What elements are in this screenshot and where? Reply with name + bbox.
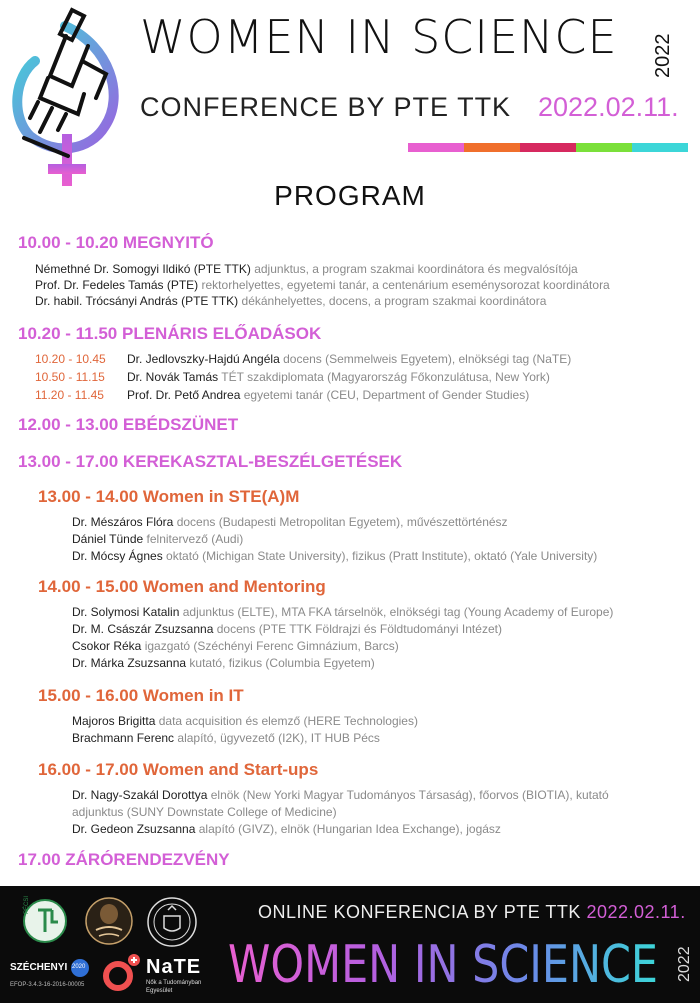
program-title: PROGRAM: [274, 180, 426, 211]
conference-subtitle: CONFERENCE BY PTE TTK: [140, 92, 512, 122]
nate-logo-icon: [102, 952, 142, 992]
panelist-line: Dr. M. Császár Zsuzsanna docens (PTE TTK Földrajzi és Földtudományi Intézet): [72, 622, 502, 636]
nate-sub2: Egyesület: [146, 988, 173, 994]
section-heading-roundtables: 13.00 - 17.00 KEREKASZTAL-BESZÉLGETÉSEK: [18, 452, 403, 471]
panelist-line: Dr. Mészáros Flóra docens (Budapesti Metropolitan Egyetem), művészettörténész: [72, 515, 508, 529]
rainbow-segment: [464, 143, 520, 152]
multbol-jovo-logo-icon: [84, 896, 134, 946]
panelist-line: Brachmann Ferenc alapító, ügyvezető (I2K), IT HUB Pécs: [72, 731, 380, 745]
footer-title: WOMEN IN SCIENCE: [228, 935, 658, 995]
footer-title-gradient: [226, 926, 666, 996]
panelist-line-continued: adjunktus (SUNY Downstate College of Medicine): [72, 805, 337, 819]
efop-code: EFOP-3.4.3-16-2016-00005: [10, 982, 85, 988]
section-heading-plenary: 10.20 - 11.50 PLENÁRIS ELŐADÁSOK: [18, 324, 322, 343]
plenary-line: 11.20 - 11.45 Prof. Dr. Pető Andrea egyetemi tanár (CEU, Department of Gender Studies): [35, 388, 530, 402]
footer-year: 2022: [676, 946, 693, 982]
title-year: 2022: [652, 33, 674, 78]
section-heading-closing: 17.00 ZÁRÓRENDEZVÉNY: [18, 850, 230, 869]
rainbow-segment: [408, 143, 464, 152]
plenary-line: 10.50 - 11.15 Dr. Novák Tamás TÉT szakdiplomata (Magyarország Főkonzulátusa, New York): [35, 370, 550, 384]
conference-date: 2022.02.11.: [538, 92, 679, 122]
header: [0, 0, 700, 180]
rainbow-bar: [408, 143, 688, 152]
footer: [0, 886, 700, 1003]
speaker-line: Dr. habil. Trócsányi András (PTE TTK) dékánhelyettes, docens, a program szakmai koordinátora: [35, 294, 547, 308]
rainbow-segment: [632, 143, 688, 152]
speaker-line: Prof. Dr. Fedeles Tamás (PTE) rektorhelyettes, egyetemi tanár, a centenárium eseménysorozat koordinátora: [35, 278, 610, 292]
roundtable-heading-it: 15.00 - 16.00 Women in IT: [38, 686, 244, 705]
rainbow-segment: [576, 143, 632, 152]
roundtable-heading-mentoring: 14.00 - 15.00 Women and Mentoring: [38, 577, 326, 596]
conference-title: WOMEN IN SCIENCE: [140, 10, 618, 64]
roundtable-heading-startups: 16.00 - 17.00 Women and Start-ups: [38, 760, 319, 779]
nate-sub1: Nők a Tudományban: [146, 980, 202, 986]
panelist-line: Csokor Réka igazgató (Széchényi Ferenc Gimnázium, Barcs): [72, 639, 399, 653]
section-heading-opening: 10.00 - 10.20 MEGNYITÓ: [18, 233, 214, 252]
microscope-venus-logo-icon: [10, 6, 130, 192]
roundtable-heading-steam: 13.00 - 14.00 Women in STE(A)M: [38, 487, 300, 506]
pecsi-label: PÉCSI: [24, 895, 30, 914]
online-conference-line: ONLINE KONFERENCIA BY PTE TTK 2022.02.11.: [258, 902, 686, 922]
nate-label: NaTE: [146, 956, 202, 978]
panelist-line: Dr. Solymosi Katalin adjunktus (ELTE), MTA FKA társelnök, elnökségi tag (Young Academy of Europe): [72, 605, 614, 619]
panelist-line: Dr. Mócsy Ágnes oktató (Michigan State University), fizikus (Pratt Institute), oktató (Yale University): [72, 549, 598, 563]
panelist-line: Majoros Brigitta data acquisition és elemző (HERE Technologies): [72, 714, 418, 728]
panelist-line: Dr. Gedeon Zsuzsanna alapító (GIVZ), elnök (Hungarian Idea Exchange), jogász: [72, 822, 501, 836]
university-seal-icon: [146, 896, 198, 948]
szechenyi-label: SZÉCHENYI: [10, 962, 68, 973]
panelist-line: Dániel Tünde felnitervező (Audi): [72, 532, 244, 546]
speaker-line: Némethné Dr. Somogyi Ildikó (PTE TTK) adjunktus, a program szakmai koordinátora és megvalósítója: [35, 262, 578, 276]
rainbow-segment: [520, 143, 576, 152]
plenary-line: 10.20 - 10.45 Dr. Jedlovszky-Hajdú Angéla docens (Semmelweis Egyetem), elnökségi tag (NaTE): [35, 352, 572, 366]
panelist-line: Dr. Márka Zsuzsanna kutató, fizikus (Columbia Egyetem): [72, 656, 375, 670]
section-heading-lunch: 12.00 - 13.00 EBÉDSZÜNET: [18, 415, 239, 434]
panelist-line: Dr. Nagy-Szakál Dorottya elnök (New Yorki Magyar Tudományos Társaság), főorvos (BIOTIA), kutató: [72, 788, 609, 802]
szechenyi-year: 2020: [72, 964, 86, 970]
